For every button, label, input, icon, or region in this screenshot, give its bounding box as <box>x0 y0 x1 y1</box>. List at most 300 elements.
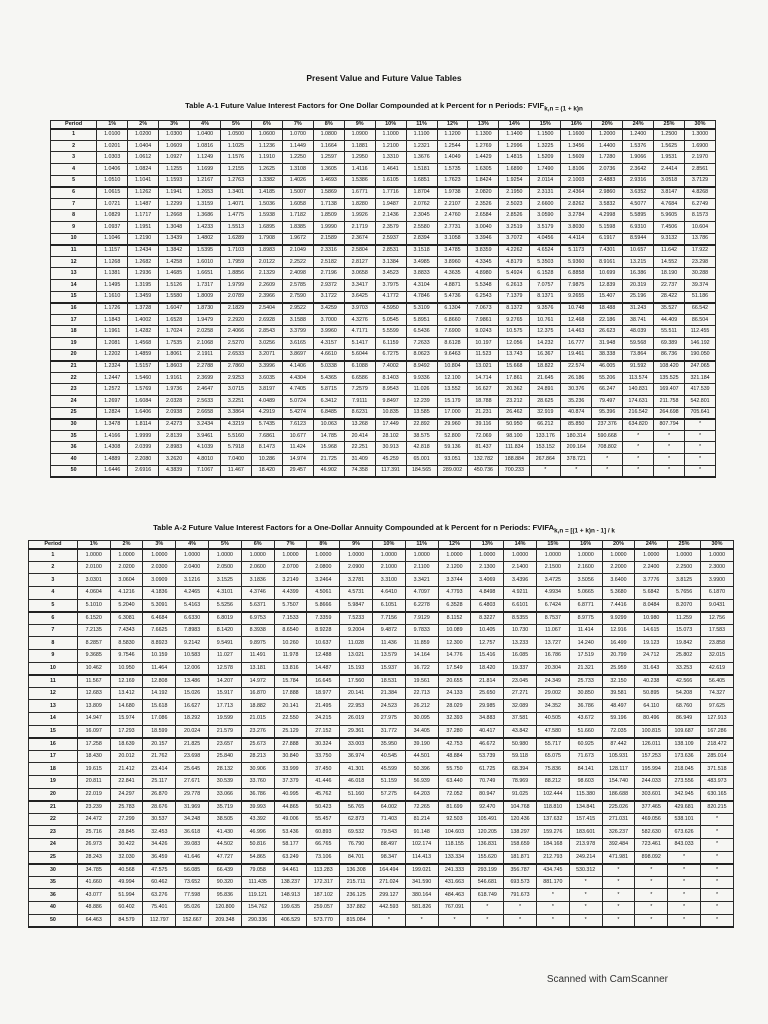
factor-cell: 1.4641 <box>375 164 406 176</box>
factor-cell: 1.8009 <box>190 291 221 303</box>
factor-cell: 2.1000 <box>372 561 405 574</box>
factor-cell: 169.407 <box>654 384 685 396</box>
factor-cell: 1.0000 <box>602 549 635 562</box>
factor-cell: 1.3842 <box>159 245 190 257</box>
factor-cell: 32.015 <box>700 650 733 663</box>
period-cell: 16 <box>51 303 97 315</box>
factor-cell: 1.2597 <box>313 152 344 164</box>
factor-cell: 700.233 <box>499 465 530 477</box>
factor-cell: 6.1528 <box>530 268 561 280</box>
factor-cell: 93.051 <box>437 453 468 465</box>
factor-cell: 1.9736 <box>159 384 190 396</box>
period-cell: 6 <box>51 187 97 199</box>
factor-cell: 23.212 <box>499 395 530 407</box>
table-a1-caption <box>0 101 768 113</box>
factor-cell: 2.2080 <box>128 453 159 465</box>
factor-cell: 75.401 <box>143 901 176 914</box>
factor-cell: 2.4066 <box>220 326 251 338</box>
factor-cell: 133.334 <box>438 851 471 864</box>
factor-cell: 7.4416 <box>602 599 635 612</box>
factor-cell: * <box>471 901 504 914</box>
table-row <box>51 164 716 176</box>
table-row <box>29 561 734 574</box>
factor-cell: 1.9161 <box>159 372 190 384</box>
factor-cell: 187.102 <box>307 889 340 902</box>
factor-cell: 46.672 <box>471 738 504 751</box>
factor-cell: 98.347 <box>372 851 405 864</box>
factor-cell: 1.4116 <box>344 164 375 176</box>
factor-cell: 13.552 <box>437 384 468 396</box>
factor-cell: 1.1576 <box>220 152 251 164</box>
factor-cell: 1.1881 <box>344 140 375 152</box>
factor-cell: 1.8730 <box>190 303 221 315</box>
factor-cell: 2.0600 <box>241 561 274 574</box>
factor-cell: 6.2749 <box>685 198 716 210</box>
factor-cell: 5.3109 <box>406 303 437 315</box>
period-cell: 22 <box>29 813 78 826</box>
factor-cell: 1.1000 <box>375 129 406 141</box>
factor-cell: 40.417 <box>471 725 504 738</box>
factor-cell: 10.405 <box>471 624 504 637</box>
column-header-rate: 9% <box>344 121 375 129</box>
table-row <box>29 738 734 751</box>
factor-cell: 34.352 <box>536 700 569 713</box>
factor-cell: 12.239 <box>406 395 437 407</box>
factor-cell: 1.3195 <box>128 280 159 292</box>
factor-cell: 2.6584 <box>468 210 499 222</box>
factor-cell: 28.243 <box>77 851 110 864</box>
factor-cell: 3.4259 <box>313 303 344 315</box>
factor-cell: 1.0300 <box>159 129 190 141</box>
factor-cell: 1.1593 <box>159 175 190 187</box>
factor-cell: 2.0938 <box>159 407 190 419</box>
factor-cell: * <box>372 914 405 927</box>
factor-cell: 1.5181 <box>406 164 437 176</box>
factor-cell: 22.019 <box>77 788 110 801</box>
period-cell: 23 <box>51 384 97 396</box>
factor-cell: 1.2996 <box>499 140 530 152</box>
factor-cell: 18.292 <box>176 713 209 726</box>
factor-cell: 14.972 <box>241 675 274 688</box>
factor-cell: 199.635 <box>274 901 307 914</box>
factor-cell: 3.8359 <box>468 245 499 257</box>
factor-cell: 30.539 <box>209 775 242 788</box>
factor-cell: 3.2620 <box>159 453 190 465</box>
factor-cell: 1.4859 <box>128 349 159 361</box>
factor-cell: 24.712 <box>635 650 668 663</box>
factor-cell: 14.164 <box>405 650 438 663</box>
factor-cell: 1.6900 <box>685 140 716 152</box>
factor-cell: 1.2100 <box>375 140 406 152</box>
factor-cell: 3.8197 <box>251 384 282 396</box>
factor-cell: 12.488 <box>307 650 340 663</box>
factor-cell: 3.8125 <box>668 574 701 587</box>
factor-cell: 1.3382 <box>251 175 282 187</box>
factor-cell: 1.2000 <box>592 129 623 141</box>
factor-cell: 259.057 <box>307 901 340 914</box>
factor-cell: 11.027 <box>209 650 242 663</box>
factor-cell: 2.8394 <box>406 233 437 245</box>
period-cell: 4 <box>29 587 78 600</box>
factor-cell: 9.6463 <box>437 349 468 361</box>
factor-cell: 7.0400 <box>220 453 251 465</box>
factor-cell: 3.0518 <box>654 175 685 187</box>
factor-cell: 21.645 <box>530 372 561 384</box>
factor-cell: 2.0789 <box>220 291 251 303</box>
factor-cell: 11.259 <box>668 612 701 625</box>
column-header-rate: 8% <box>307 541 340 549</box>
factor-cell: 120.800 <box>209 901 242 914</box>
factor-cell: 1.3459 <box>128 291 159 303</box>
factor-cell: 36.786 <box>241 788 274 801</box>
factor-cell: * <box>623 442 654 454</box>
factor-cell: 241.333 <box>438 864 471 877</box>
factor-cell: 8.2857 <box>77 637 110 650</box>
period-cell: 10 <box>51 233 97 245</box>
factor-cell: 28.132 <box>209 763 242 776</box>
factor-cell: 2.5633 <box>190 395 221 407</box>
factor-cell: 14.714 <box>468 372 499 384</box>
factor-cell: 4.1039 <box>190 442 221 454</box>
factor-cell: 5.9605 <box>654 210 685 222</box>
factor-cell: 18.430 <box>77 750 110 763</box>
table-row <box>51 465 716 477</box>
factor-cell: 7.4506 <box>654 222 685 234</box>
factor-cell: 7.6861 <box>251 430 282 442</box>
factor-cell: 483.973 <box>700 775 733 788</box>
factor-cell: 1.4282 <box>128 326 159 338</box>
period-cell: 24 <box>51 395 97 407</box>
factor-cell: 2.3526 <box>468 198 499 210</box>
factor-cell: 1.4166 <box>97 430 128 442</box>
factor-cell: 20.414 <box>344 430 375 442</box>
factor-cell: 1.0000 <box>668 549 701 562</box>
factor-cell: 5.9360 <box>561 256 592 268</box>
factor-cell: 1.9479 <box>190 314 221 326</box>
factor-cell: * <box>623 465 654 477</box>
factor-cell: 1.8061 <box>159 349 190 361</box>
factor-cell: 1.0824 <box>128 164 159 176</box>
factor-cell: 3.1836 <box>241 574 274 587</box>
factor-cell: 102.444 <box>536 788 569 801</box>
factor-cell: 8.0623 <box>406 349 437 361</box>
factor-cell: 6.1304 <box>437 303 468 315</box>
column-header-rate: 9% <box>340 541 373 549</box>
factor-cell: 56.085 <box>176 864 209 877</box>
factor-cell: 3.0715 <box>220 384 251 396</box>
factor-cell: 55.206 <box>592 372 623 384</box>
factor-cell: 46.005 <box>592 361 623 373</box>
period-cell: 4 <box>51 164 97 176</box>
factor-cell: 33.003 <box>340 738 373 751</box>
factor-cell: 98.603 <box>569 775 602 788</box>
factor-cell: 267.864 <box>530 453 561 465</box>
factor-cell: 181.871 <box>504 851 537 864</box>
period-cell: 23 <box>29 826 78 839</box>
factor-cell: 1.1843 <box>97 314 128 326</box>
period-cell: 30 <box>29 864 78 877</box>
factor-cell: 80.496 <box>635 713 668 726</box>
factor-cell: 33.750 <box>307 750 340 763</box>
factor-cell: 35.950 <box>372 738 405 751</box>
factor-cell: 1.7182 <box>282 210 313 222</box>
factor-cell: 3.6165 <box>282 337 313 349</box>
factor-cell: 14.776 <box>438 650 471 663</box>
factor-cell: 1.1262 <box>128 187 159 199</box>
period-cell: 13 <box>29 700 78 713</box>
factor-cell: 2.1589 <box>313 233 344 245</box>
factor-cell: 19.561 <box>405 675 438 688</box>
factor-cell: 50.396 <box>405 763 438 776</box>
table-row <box>51 395 716 407</box>
factor-cell: 1.5395 <box>190 245 221 257</box>
table-row <box>51 384 716 396</box>
factor-cell: 16.085 <box>504 650 537 663</box>
factor-cell: 18.882 <box>241 700 274 713</box>
factor-cell: 705.641 <box>685 407 716 419</box>
factor-cell: 79.058 <box>241 864 274 877</box>
period-cell: 5 <box>51 175 97 187</box>
factor-cell: 19.461 <box>561 349 592 361</box>
factor-cell: * <box>700 813 733 826</box>
factor-cell: 39.581 <box>602 687 635 700</box>
factor-cell: 28.213 <box>241 750 274 763</box>
factor-cell: 8.9492 <box>406 361 437 373</box>
factor-cell: 104.768 <box>504 801 537 814</box>
factor-cell: 12.683 <box>77 687 110 700</box>
factor-cell: 1.8114 <box>128 419 159 431</box>
factor-cell: 102.174 <box>405 838 438 851</box>
factor-cell: 2.3699 <box>190 372 221 384</box>
factor-cell: 24.133 <box>438 687 471 700</box>
factor-cell: 1.1951 <box>128 222 159 234</box>
factor-cell: 1.2500 <box>654 129 685 141</box>
factor-cell: 46.902 <box>313 465 344 477</box>
factor-cell: 158.659 <box>504 838 537 851</box>
factor-cell: 25.645 <box>176 763 209 776</box>
factor-cell: 16.870 <box>241 687 274 700</box>
period-cell: 36 <box>51 442 97 454</box>
factor-cell: 1.7959 <box>220 256 251 268</box>
factor-cell: 15.179 <box>437 395 468 407</box>
factor-cell: 47.727 <box>209 851 242 864</box>
factor-cell: 2.7860 <box>220 361 251 373</box>
factor-cell: 23.045 <box>504 675 537 688</box>
column-header-rate: 20% <box>592 121 623 129</box>
factor-cell: 2.0736 <box>592 164 623 176</box>
factor-cell: 44.865 <box>274 801 307 814</box>
factor-cell: 3.4785 <box>437 245 468 257</box>
factor-cell: 4.5077 <box>623 198 654 210</box>
factor-cell: 2.4364 <box>561 187 592 199</box>
factor-cell: 24.349 <box>536 675 569 688</box>
factor-cell: 417.539 <box>685 384 716 396</box>
factor-cell: 2.2609 <box>251 280 282 292</box>
factor-cell: 484.463 <box>438 889 471 902</box>
factor-cell: 9.9299 <box>602 612 635 625</box>
factor-cell: 6.7275 <box>375 349 406 361</box>
factor-cell: 1.5376 <box>623 140 654 152</box>
factor-cell: 4.4114 <box>561 233 592 245</box>
factor-cell: 1.6651 <box>190 268 221 280</box>
factor-cell: 2.5785 <box>282 280 313 292</box>
factor-cell: 5.4924 <box>499 268 530 280</box>
table-row <box>29 599 734 612</box>
factor-cell: 136.831 <box>471 838 504 851</box>
factor-cell: 1.3225 <box>530 140 561 152</box>
factor-cell: 8.8923 <box>143 637 176 650</box>
factor-cell: 1.1600 <box>561 129 592 141</box>
factor-cell: 55.511 <box>654 326 685 338</box>
factor-cell: * <box>654 442 685 454</box>
table-row <box>51 222 716 234</box>
factor-cell: 111.834 <box>499 442 530 454</box>
table-row <box>51 280 716 292</box>
factor-cell: 2.1436 <box>375 210 406 222</box>
factor-cell: 51.160 <box>340 788 373 801</box>
factor-cell: 90.320 <box>209 876 242 889</box>
factor-cell: 1.0600 <box>251 129 282 141</box>
period-cell: 2 <box>29 561 78 574</box>
factor-cell: 186.688 <box>602 788 635 801</box>
factor-cell: 2.0258 <box>190 326 221 338</box>
factor-cell: 2.8543 <box>251 326 282 338</box>
factor-cell: 24.297 <box>110 788 143 801</box>
factor-cell: 215.711 <box>340 876 373 889</box>
factor-cell: 2.3316 <box>313 245 344 257</box>
factor-cell: 4.6524 <box>530 245 561 257</box>
factor-cell: 290.336 <box>241 914 274 927</box>
factor-cell: 1.2682 <box>128 256 159 268</box>
factor-cell: * <box>668 914 701 927</box>
factor-cell: 38.741 <box>623 314 654 326</box>
factor-cell: 1.1300 <box>468 129 499 141</box>
factor-cell: 6.6101 <box>504 599 537 612</box>
factor-cell: 1.1236 <box>251 140 282 152</box>
factor-cell: 3.3864 <box>220 407 251 419</box>
factor-cell: 2.9522 <box>282 303 313 315</box>
factor-cell: 3.0040 <box>468 222 499 234</box>
factor-cell: 21.762 <box>143 750 176 763</box>
factor-cell: 4.2465 <box>176 587 209 600</box>
factor-cell: 1.6058 <box>282 198 313 210</box>
factor-cell: 18.639 <box>110 738 143 751</box>
factor-cell: 36.618 <box>176 826 209 839</box>
factor-cell: 25.733 <box>569 675 602 688</box>
factor-cell: 60.893 <box>307 826 340 839</box>
factor-cell: 137.632 <box>536 813 569 826</box>
factor-cell: 14.232 <box>530 337 561 349</box>
factor-cell: 8.9161 <box>592 256 623 268</box>
factor-cell: 2.1068 <box>190 337 221 349</box>
factor-cell: 7.6900 <box>437 326 468 338</box>
factor-cell: 10.699 <box>592 268 623 280</box>
factor-cell: 11.436 <box>372 637 405 650</box>
column-header-rate: 20% <box>602 541 635 549</box>
factor-cell: 1.0406 <box>97 164 128 176</box>
factor-cell: * <box>685 453 716 465</box>
factor-cell: 12.839 <box>592 280 623 292</box>
factor-cell: 23.298 <box>685 256 716 268</box>
factor-cell: 1.2668 <box>159 210 190 222</box>
factor-cell: 17.258 <box>77 738 110 751</box>
factor-cell: 3.0909 <box>143 574 176 587</box>
factor-cell: 1.9487 <box>375 198 406 210</box>
factor-cell: 2.5937 <box>375 233 406 245</box>
factor-cell: 1.9672 <box>282 233 313 245</box>
factor-cell: 3.8833 <box>406 268 437 280</box>
factor-cell: 63.249 <box>274 851 307 864</box>
factor-cell: 31.772 <box>372 725 405 738</box>
factor-cell: 581.826 <box>405 901 438 914</box>
factor-cell: 1.5938 <box>251 210 282 222</box>
factor-cell: 64.463 <box>77 914 110 927</box>
factor-cell: 1.2321 <box>406 140 437 152</box>
factor-cell: 28.845 <box>110 826 143 839</box>
factor-cell: 54.208 <box>668 687 701 700</box>
factor-cell: 23.698 <box>176 750 209 763</box>
factor-cell: 1.9799 <box>220 280 251 292</box>
factor-cell: 17.000 <box>437 407 468 419</box>
factor-cell: 22.713 <box>405 687 438 700</box>
factor-cell: 1.8856 <box>220 268 251 280</box>
factor-cell: * <box>654 465 685 477</box>
factor-cell: 9.7833 <box>405 624 438 637</box>
factor-cell: 16.367 <box>530 349 561 361</box>
factor-cell: 91.592 <box>623 361 654 373</box>
table-row <box>51 419 716 431</box>
factor-cell: 3.4523 <box>375 268 406 280</box>
factor-cell: 6.2543 <box>468 291 499 303</box>
factor-cell: 1.1487 <box>128 198 159 210</box>
factor-cell: 1.1255 <box>159 164 190 176</box>
column-header-rate: 13% <box>471 541 504 549</box>
factor-cell: 5.9847 <box>340 599 373 612</box>
factor-cell: * <box>700 864 733 877</box>
factor-cell: 1.3686 <box>190 210 221 222</box>
factor-cell: 59.136 <box>437 442 468 454</box>
factor-cell: 1.2697 <box>97 395 128 407</box>
period-cell: 16 <box>29 738 78 751</box>
factor-cell: 4.2998 <box>592 210 623 222</box>
factor-cell: 6.8858 <box>561 268 592 280</box>
factor-cell: 236.125 <box>340 889 373 902</box>
factor-cell: 55.750 <box>438 763 471 776</box>
factor-cell: 14.680 <box>110 700 143 713</box>
factor-cell: 1.6895 <box>251 222 282 234</box>
factor-cell: 34.426 <box>143 838 176 851</box>
factor-cell: 6.6586 <box>344 372 375 384</box>
table-row <box>29 838 734 851</box>
table-row <box>51 361 716 373</box>
column-header-rate: 24% <box>635 541 668 549</box>
factor-cell: 32.393 <box>438 713 471 726</box>
factor-cell: 25.129 <box>274 725 307 738</box>
factor-cell: 16.627 <box>468 384 499 396</box>
factor-cell: 1.6771 <box>344 187 375 199</box>
factor-cell: * <box>623 453 654 465</box>
factor-cell: * <box>635 889 668 902</box>
period-cell: 11 <box>51 245 97 257</box>
factor-cell: 1.8106 <box>561 164 592 176</box>
factor-cell: 1.5386 <box>344 175 375 187</box>
factor-cell: 172.317 <box>307 876 340 889</box>
factor-cell: 4.9934 <box>536 587 569 600</box>
factor-cell: 21.579 <box>209 725 242 738</box>
factor-cell: 100.815 <box>635 725 668 738</box>
factor-cell: 8.1371 <box>530 291 561 303</box>
factor-cell: 1.0400 <box>190 129 221 141</box>
